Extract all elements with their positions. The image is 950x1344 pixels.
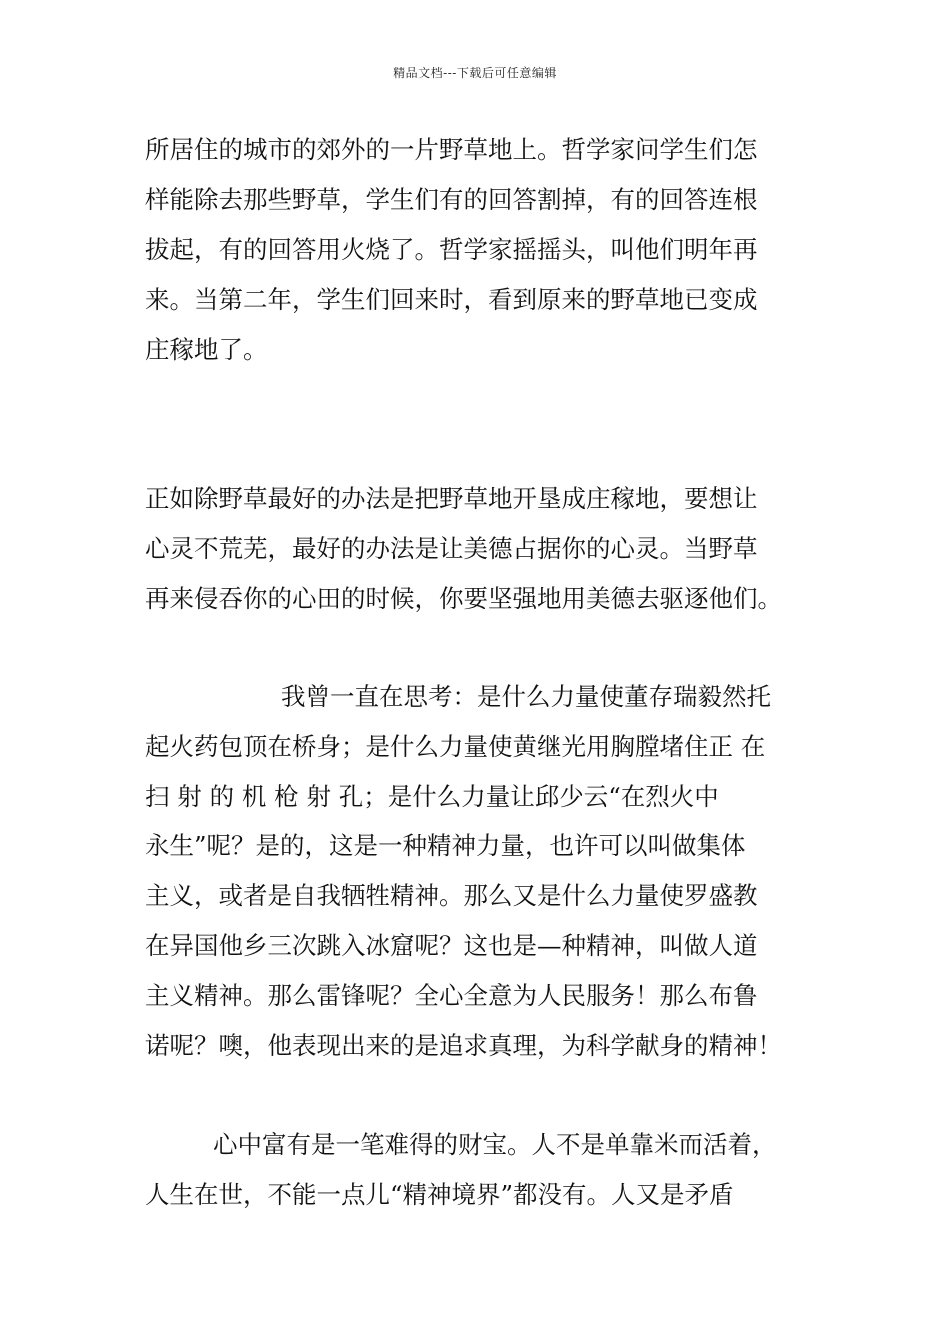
text-line: 来。当第二年，学生们回来时，看到原来的野草地已变成 — [145, 285, 758, 314]
text-line: 心灵不荒芜，最好的办法是让美德占据你的心灵。当野草 — [145, 534, 758, 563]
text-line: 在异国他乡三次跳入冰窟呢？这也是—种精神，叫做人道 — [145, 931, 758, 960]
text-line: 所居住的城市的郊外的一片野草地上。哲学家问学生们怎 — [145, 135, 758, 164]
text-line: 诺呢？噢，他表现出来的是追求真理，为科学献身的精神！ — [145, 1031, 782, 1060]
text-line: 主义精神。那么雷锋呢？全心全意为人民服务！那么布鲁 — [145, 981, 758, 1010]
page-header: 精品文档---下载后可任意编辑 — [393, 66, 557, 80]
text-line: 心中富有是一笔难得的财宝。人不是单靠米而活着， — [213, 1130, 777, 1159]
text-line: 起火药包顶在桥身；是什么力量使黄继光用胸膛堵住正 在 — [145, 732, 766, 761]
text-line: 人生在世，不能一点儿“精神境界”都没有。人又是矛盾 — [145, 1180, 734, 1209]
text-line: 正如除野草最好的办法是把野草地开垦成庄稼地，要想让 — [145, 484, 758, 513]
text-line: 庄稼地了。 — [145, 335, 268, 364]
text-line: 扫 射 的 机 枪 射 孔；是什么力量让邱少云“在烈火中 — [145, 782, 719, 811]
text-line: 再来侵吞你的心田的时候，你要坚强地用美德去驱逐他们。 — [145, 584, 782, 613]
text-line: 拔起，有的回答用火烧了。哲学家摇摇头，叫他们明年再 — [145, 235, 758, 264]
text-line: 样能除去那些野草，学生们有的回答割掉，有的回答连根 — [145, 185, 758, 214]
text-line: 永生”呢？是的，这是一种精神力量，也许可以叫做集体 — [145, 831, 746, 860]
text-line: 主义，或者是自我牺牲精神。那么又是什么力量使罗盛教 — [145, 881, 758, 910]
text-line: 我曾一直在思考：是什么力量使董存瑞毅然托 — [281, 682, 771, 711]
